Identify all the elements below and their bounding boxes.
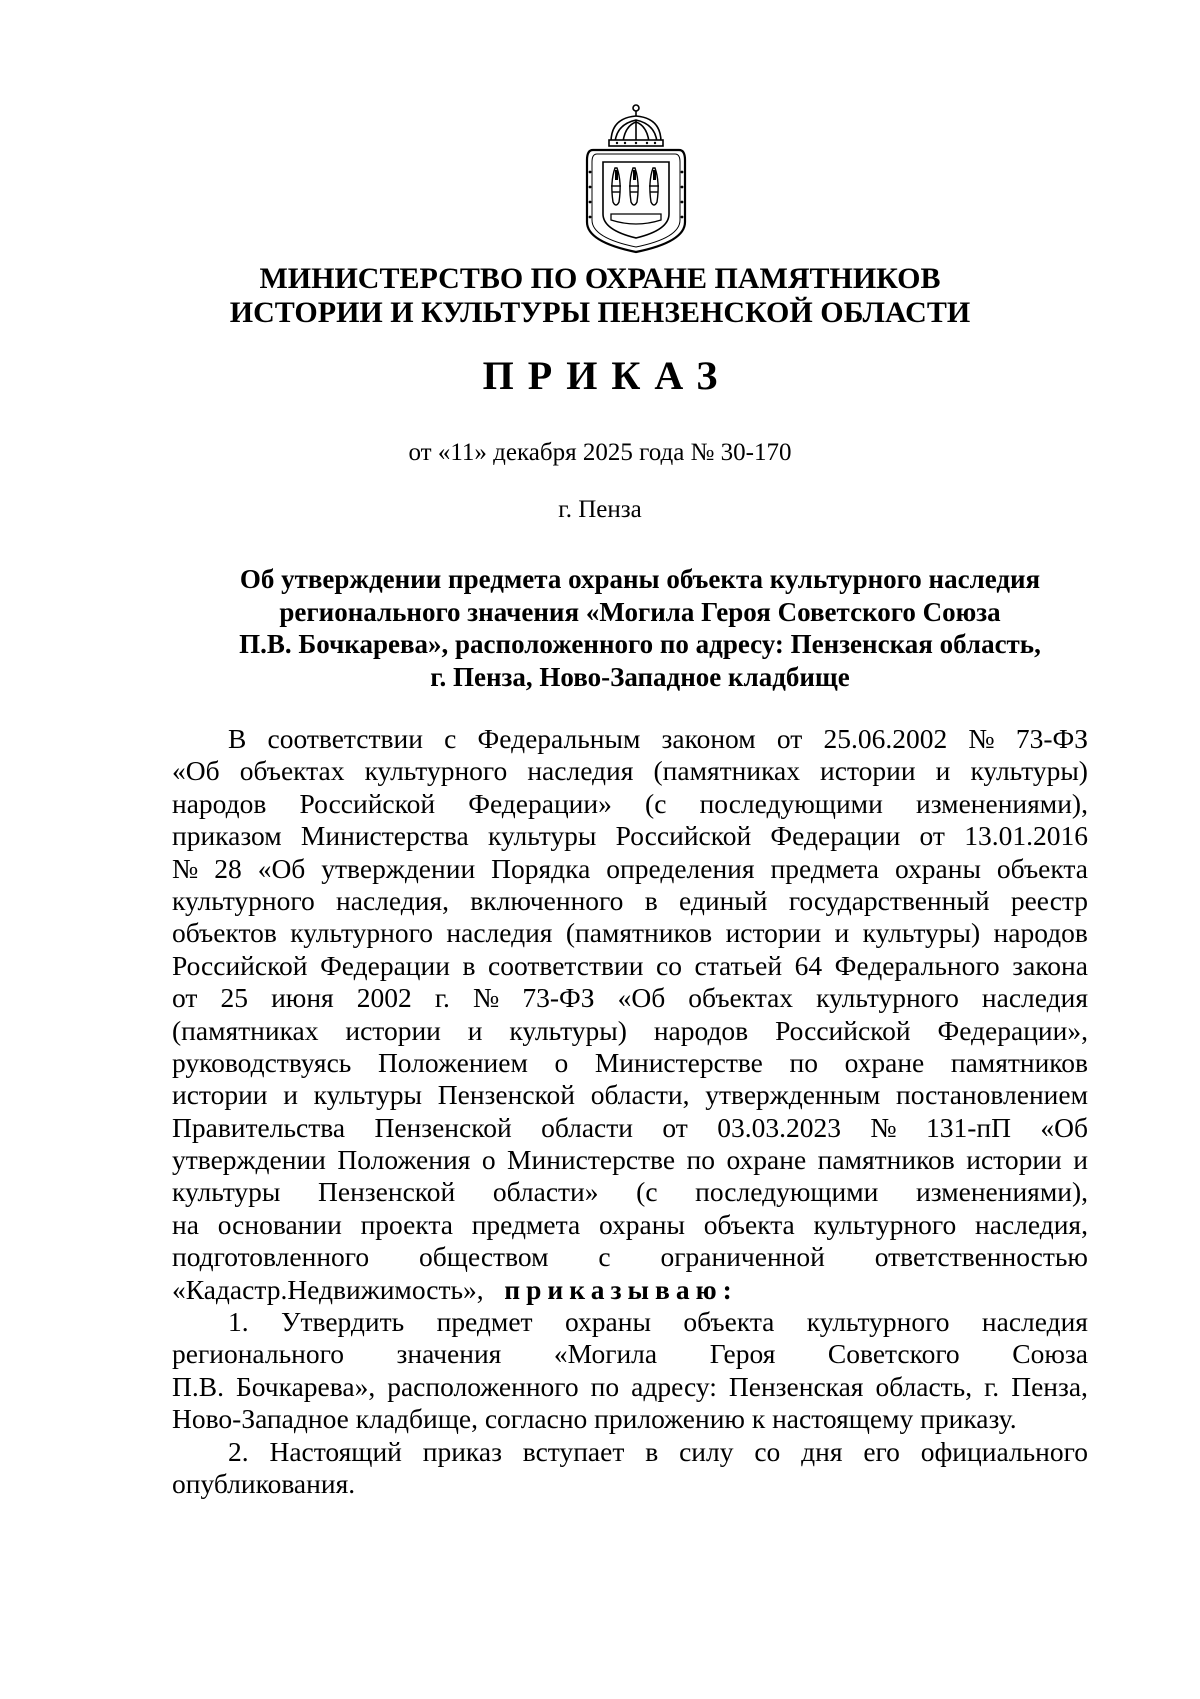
text-line: Ново-Западное кладбище, согласно приложению к настоящему приказу. [172, 1403, 1017, 1435]
text-line: (памятниках истории и культуры) народов Российской Федерации», [172, 1014, 1088, 1046]
subject-line: Об утверждении предмета охраны объекта культурного наследия [239, 564, 1041, 594]
text-line: «Об объектах культурного наследия (памятниках истории и культуры) [172, 755, 1088, 787]
text-line: В соответствии с Федеральным законом от 25.06.2002 № 73-ФЗ [228, 723, 1088, 754]
text-line: 2. Настоящий приказ вступает в силу со дня его официального [228, 1435, 1088, 1467]
text-line: культурного наследия, включенного в единый государственный реестр [172, 884, 1088, 916]
text-line: регионального значения «Могила Героя Советского Союза [172, 1338, 1088, 1370]
preamble-paragraph [172, 723, 1088, 1274]
document-date-number: от «11» декабря 2025 года № 30-170 [408, 439, 792, 466]
order-item-1 [172, 1306, 1088, 1436]
order-item-2 [172, 1436, 1088, 1501]
text-line: опубликования. [172, 1467, 356, 1499]
document-subject [200, 563, 1080, 693]
preamble-last-text: «Кадастр.Недвижимость», [172, 1273, 484, 1305]
text-line: культуры Пензенской области» (с последующими изменениями), [172, 1176, 1088, 1208]
text-line: Правительства Пензенской области от 03.03.2023 № 131-пП «Об [172, 1111, 1088, 1143]
order-word: приказываю: [504, 1273, 738, 1305]
text-line: на основании проекта предмета охраны объекта культурного наследия, [172, 1208, 1088, 1240]
coat-of-arms-icon [585, 102, 687, 254]
text-line: 1. Утвердить предмет охраны объекта культурного наследия [228, 1306, 1088, 1338]
document-type-title: ПРИКАЗ [482, 353, 732, 398]
ministry-name-line-1: МИНИСТЕРСТВО ПО ОХРАНЕ ПАМЯТНИКОВ [259, 262, 941, 295]
text-line: подготовленного обществом с ограниченной ответственностью [172, 1241, 1088, 1273]
subject-line: П.В. Бочкарева», расположенного по адресу: Пензенская область, [239, 629, 1041, 659]
ministry-name [170, 262, 1030, 330]
ministry-name-line-2: ИСТОРИИ И КУЛЬТУРЫ ПЕНЗЕНСКОЙ ОБЛАСТИ [229, 296, 971, 329]
text-line: Российской Федерации в соответствии со статьей 64 Федерального закона [172, 949, 1088, 981]
text-line: истории и культуры Пензенской области, утвержденным постановлением [172, 1079, 1088, 1111]
document-body [172, 723, 1088, 1500]
text-line: утверждении Положения о Министерстве по охране памятников истории и [172, 1144, 1088, 1176]
document-city: г. Пенза [558, 496, 642, 523]
text-line: объектов культурного наследия (памятников истории и культуры) народов [172, 917, 1088, 949]
subject-line: г. Пенза, Ново-Западное кладбище [430, 661, 850, 692]
subject-line: регионального значения «Могила Героя Советского Союза [279, 596, 1001, 627]
text-line: № 28 «Об утверждении Порядка определения предмета охраны объекта [172, 852, 1088, 884]
text-line: от 25 июня 2002 г. № 73-ФЗ «Об объектах культурного наследия [172, 982, 1088, 1014]
preamble-last-line [172, 1274, 1088, 1306]
text-line: П.В. Бочкарева», расположенного по адресу: Пензенская область, г. Пенза, [172, 1370, 1088, 1402]
text-line: руководствуясь Положением о Министерстве по охране памятников [172, 1046, 1088, 1078]
text-line: приказом Министерства культуры Российской Федерации от 13.01.2016 [172, 820, 1088, 852]
text-line: народов Российской Федерации» (с последующими изменениями), [172, 787, 1088, 819]
